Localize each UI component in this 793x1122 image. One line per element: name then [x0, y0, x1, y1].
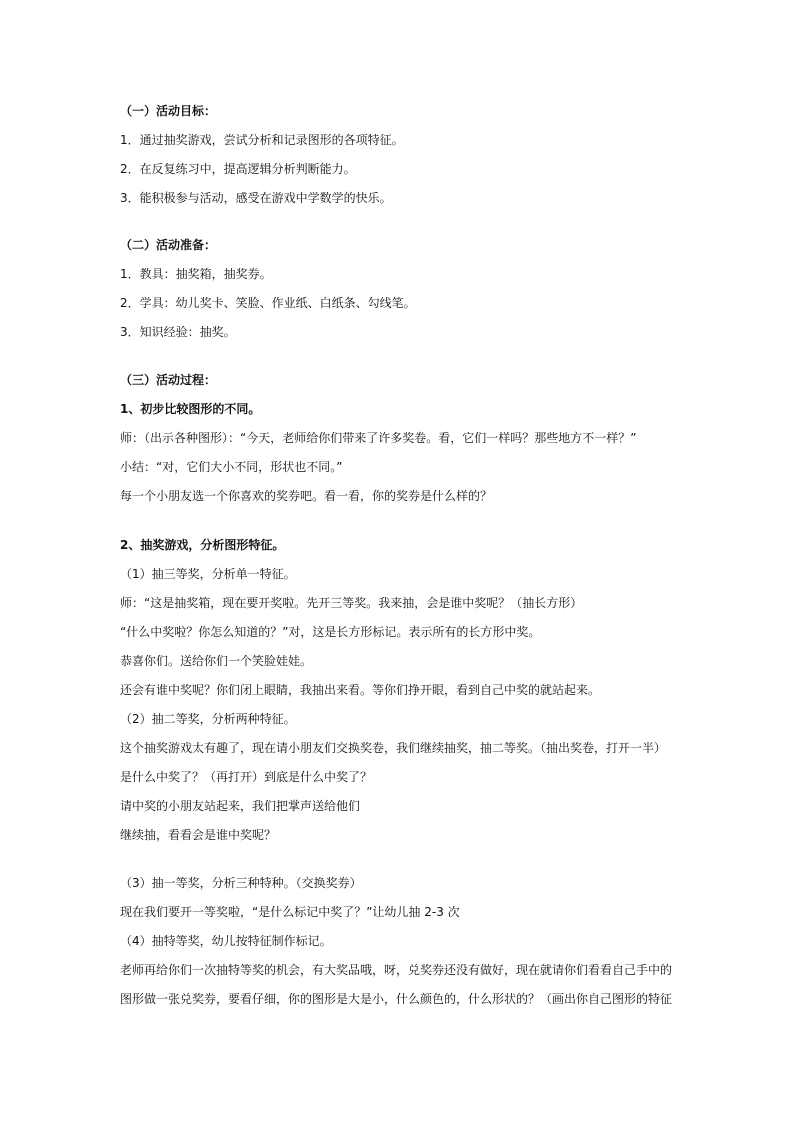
prep-item-2: 2．学具：幼儿奖卡、笑脸、作业纸、白纸条、勾线笔。: [120, 296, 416, 310]
prep-item-1: 1．教具：抽奖箱，抽奖券。: [120, 267, 272, 281]
step1-paragraph-1: 师：（出示各种图形）：“今天，老师给你们带来了许多奖卷。看，它们一样吗？那些地方不一样？”: [120, 431, 637, 445]
step-heading-1: 1、初步比较图形的不同。: [120, 402, 261, 416]
step2-paragraph-3: 恭喜你们。送给你们一个笑脸娃娃。: [120, 654, 313, 668]
step-heading-2: 2、抽奖游戏，分析图形特征。: [120, 538, 285, 552]
step2-subheading-1: （1）抽三等奖，分析单一特征。: [120, 567, 296, 581]
step2-paragraph-2: “什么中奖啦？你怎么知道的？”对，这是长方形标记。表示所有的长方形中奖。: [120, 625, 541, 639]
section-heading-preparation: （二）活动准备：: [120, 238, 217, 252]
prep-item-3: 3．知识经验：抽奖。: [120, 325, 236, 339]
goal-item-3: 3．能积极参与活动，感受在游戏中学数学的快乐。: [120, 191, 392, 205]
step1-paragraph-2: 小结：“对，它们大小不同，形状也不同。”: [120, 460, 343, 474]
step2-paragraph-4: 还会有谁中奖呢？你们闭上眼睛，我抽出来看。等你们挣开眼，看到自己中奖的就站起来。: [120, 683, 601, 697]
step1-paragraph-3: 每一个小朋友选一个你喜欢的奖券吧。看一看，你的奖券是什么样的？: [120, 489, 493, 503]
step2-subheading-2: （2）抽二等奖，分析两种特征。: [120, 712, 296, 726]
section-heading-goals: （一）活动目标：: [120, 104, 217, 118]
goal-item-1: 1．通过抽奖游戏，尝试分析和记录图形的各项特征。: [120, 133, 404, 147]
step2-subheading-4: （4）抽特等奖，幼儿按特征制作标记。: [120, 934, 332, 948]
section-heading-process: （三）活动过程：: [120, 373, 217, 387]
step2-paragraph-7: 请中奖的小朋友站起来，我们把掌声送给他们: [120, 799, 361, 813]
step2-paragraph-1: 师：“这是抽奖箱，现在要开奖啦。先开三等奖。我来抽，会是谁中奖呢？（抽长方形）: [120, 596, 583, 610]
step2-paragraph-9: 现在我们要开一等奖啦，“是什么标记中奖了？”让幼儿抽 2-3 次: [120, 905, 460, 919]
step2-paragraph-11: 图形做一张兑奖券，要看仔细，你的图形是大是小，什么颜色的，什么形状的？（画出你自己图形的特征: [120, 992, 673, 1006]
step2-paragraph-6: 是什么中奖了？（再打开）到底是什么中奖了？: [120, 770, 373, 784]
step2-paragraph-8: 继续抽，看看会是谁中奖呢？: [120, 828, 277, 842]
step2-paragraph-5: 这个抽奖游戏太有趣了，现在请小朋友们交换奖卷，我们继续抽奖，抽二等奖。（抽出奖卷，打开一半）: [120, 741, 667, 755]
step2-subheading-3: （3）抽一等奖，分析三种特种。（交换奖券）: [120, 876, 362, 890]
goal-item-2: 2．在反复练习中，提高逻辑分析判断能力。: [120, 162, 356, 176]
step2-paragraph-10: 老师再给你们一次抽特等奖的机会，有大奖品哦，呀，兑奖券还没有做好，现在就请你们看看自己手中的: [120, 963, 673, 977]
